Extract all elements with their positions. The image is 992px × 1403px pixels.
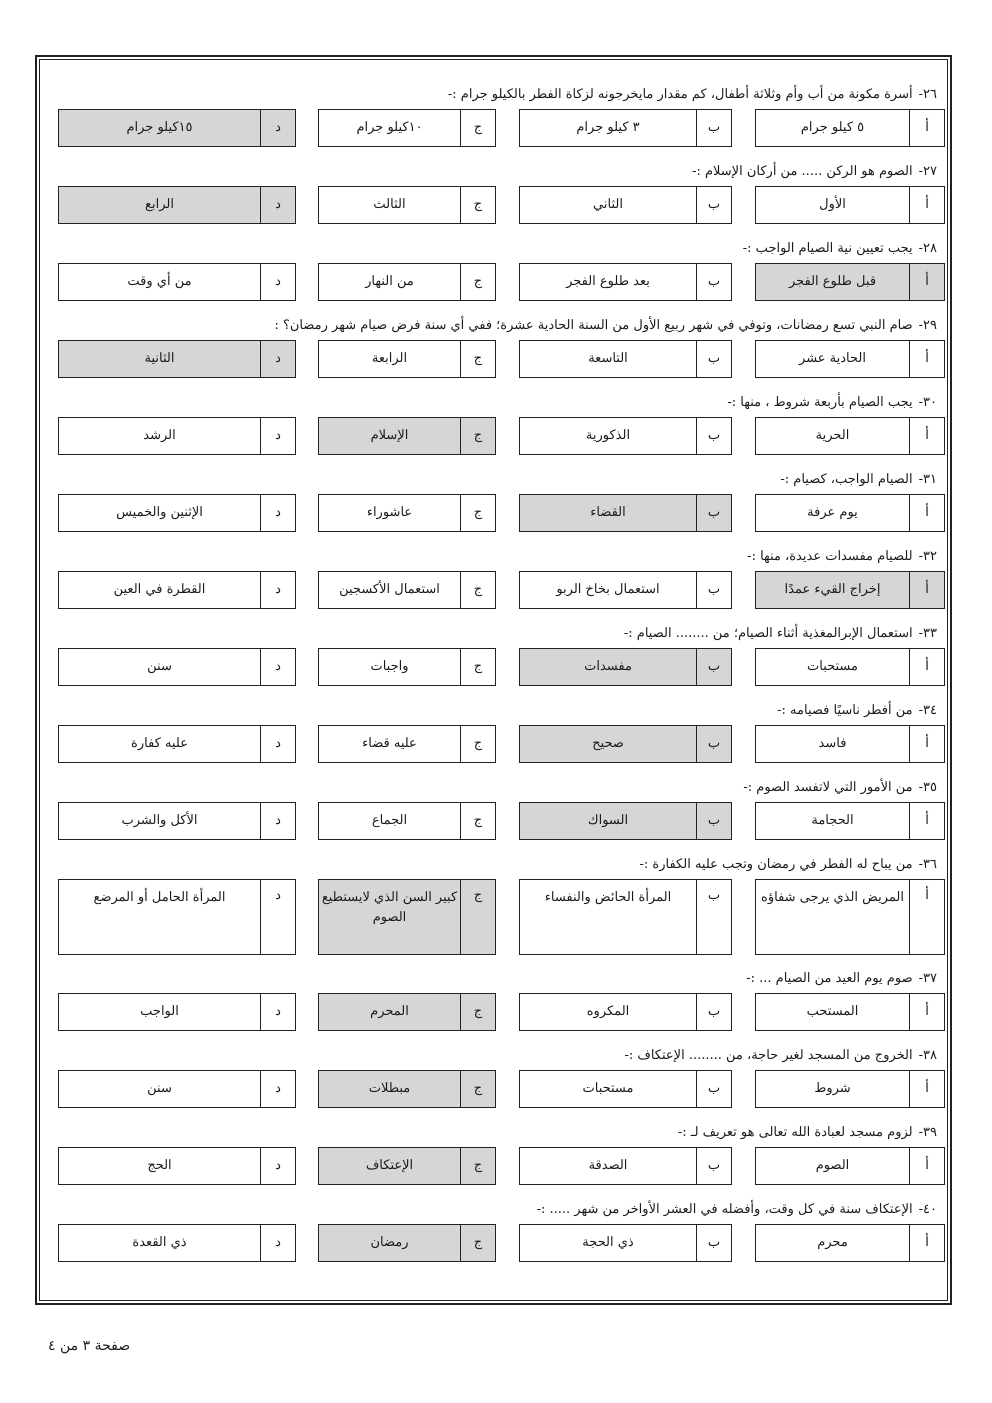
option-letter: ج [460, 572, 495, 608]
question-30 [40, 388, 945, 465]
option-b-selected[interactable] [519, 802, 732, 840]
option-text: الواجب [140, 1004, 179, 1019]
option-text: مستحبات [807, 659, 858, 674]
option-text: المكروه [586, 1004, 630, 1019]
option-letter: ب [696, 418, 731, 454]
option-text: استعمال الأكسجين [339, 582, 440, 597]
option-b[interactable] [519, 109, 732, 147]
option-text: مستحبات [582, 1081, 634, 1096]
option-letter: ج [460, 341, 495, 377]
option-letter: د [260, 264, 295, 300]
option-text: بعد طلوع الفجر [566, 274, 650, 289]
page-number: صفحة ٣ من ٤ [48, 1338, 131, 1354]
option-a[interactable] [755, 1224, 945, 1262]
option-text: ٣ كيلو جرام [576, 120, 640, 135]
options-row [40, 494, 945, 542]
option-letter: ج [460, 264, 495, 300]
option-letter: د [260, 880, 295, 954]
option-letter: ب [696, 341, 731, 377]
option-a[interactable] [755, 494, 945, 532]
question-33 [40, 619, 945, 696]
question-36 [40, 850, 945, 964]
question-stem: من الأمور التي لاتفسد الصوم :- [743, 780, 913, 795]
question-number: ٣٩- [918, 1125, 937, 1140]
option-text: السواك [520, 803, 696, 839]
option-letter: أ [909, 572, 944, 608]
option-text: محرم [817, 1235, 848, 1250]
option-b[interactable] [519, 340, 732, 378]
option-a[interactable] [755, 109, 945, 147]
option-letter: د [260, 726, 295, 762]
option-text: عاشوراء [366, 505, 413, 520]
option-letter: أ [909, 187, 944, 223]
question-stem: الصيام الواجب، كصيام :- [780, 472, 913, 487]
option-a[interactable] [755, 1147, 945, 1185]
option-text: الثالث [373, 197, 406, 212]
question-number: ٤٠- [918, 1202, 937, 1217]
option-letter: د [260, 187, 295, 223]
option-text: الذكورية [585, 428, 631, 443]
option-letter: أ [909, 994, 944, 1030]
option-d[interactable] [58, 571, 296, 609]
question-26 [40, 80, 945, 157]
question-32 [40, 542, 945, 619]
option-a[interactable] [755, 186, 945, 224]
option-b[interactable] [519, 1147, 732, 1185]
option-letter: د [260, 341, 295, 377]
question-39 [40, 1118, 945, 1195]
question-number: ٢٧- [918, 164, 937, 179]
question-34 [40, 696, 945, 773]
question-text [40, 311, 945, 340]
option-text: الحرية [815, 428, 850, 443]
option-letter: د [260, 110, 295, 146]
option-letter: ج [460, 1071, 495, 1107]
option-letter: ب [696, 1071, 731, 1107]
question-number: ٣٧- [918, 971, 937, 986]
option-a-selected[interactable] [755, 263, 945, 301]
options-row [40, 1070, 945, 1118]
option-letter: أ [909, 803, 944, 839]
question-number: ٢٩- [918, 318, 937, 333]
option-c-selected[interactable] [318, 993, 496, 1031]
question-28 [40, 234, 945, 311]
option-letter: ب [696, 880, 731, 954]
option-text: الأكل والشرب [121, 813, 198, 828]
option-d[interactable] [58, 802, 296, 840]
option-c[interactable] [318, 494, 496, 532]
option-d[interactable] [58, 648, 296, 686]
option-text: مبطلات [319, 1071, 460, 1107]
question-text [40, 619, 945, 648]
option-text: الصوم [815, 1158, 850, 1173]
option-text: إخراج القيء عمدًا [756, 572, 909, 608]
option-text: كبير السن الذي لايستطيع الصوم [319, 880, 460, 954]
option-letter: أ [909, 110, 944, 146]
option-letter: ب [696, 803, 731, 839]
option-letter: أ [909, 264, 944, 300]
option-d[interactable] [58, 494, 296, 532]
option-letter: أ [909, 649, 944, 685]
option-letter: د [260, 1071, 295, 1107]
option-d-selected[interactable] [58, 186, 296, 224]
option-letter: أ [909, 1225, 944, 1261]
question-stem: من يباح له الفطر في رمضان وتجب عليه الكفارة :- [639, 857, 913, 872]
option-text: الرابعة [371, 351, 408, 366]
option-text: المحرم [319, 994, 460, 1030]
option-text: ذي القعدة [132, 1235, 187, 1250]
option-letter: ج [460, 994, 495, 1030]
option-text: عليه قضاء [362, 736, 417, 751]
option-b[interactable] [519, 1070, 732, 1108]
option-c[interactable] [318, 802, 496, 840]
options-row [40, 571, 945, 619]
option-letter: ج [460, 1225, 495, 1261]
option-letter: ب [696, 110, 731, 146]
question-37 [40, 964, 945, 1041]
question-text [40, 465, 945, 494]
option-letter: أ [909, 880, 944, 954]
option-c[interactable] [318, 648, 496, 686]
option-text: شروط [814, 1081, 851, 1096]
option-text: الرابع [59, 187, 260, 223]
option-b-selected[interactable] [519, 725, 732, 763]
option-letter: أ [909, 341, 944, 377]
option-a[interactable] [755, 802, 945, 840]
option-text: من أي وقت [127, 274, 192, 289]
option-letter: ب [696, 1148, 731, 1184]
option-letter: ج [460, 880, 495, 954]
option-text: الرشد [143, 428, 176, 443]
options-row [40, 109, 945, 157]
options-row [40, 648, 945, 696]
option-letter: ج [460, 418, 495, 454]
option-d[interactable] [58, 879, 296, 955]
option-text: المريض الذي يرجى شفاؤه [761, 890, 904, 905]
question-number: ٣١- [918, 472, 937, 487]
option-c[interactable] [318, 186, 496, 224]
option-a[interactable] [755, 1070, 945, 1108]
option-text: ١٥كيلو جرام [59, 110, 260, 146]
option-c-selected[interactable] [318, 417, 496, 455]
option-letter: د [260, 994, 295, 1030]
options-row [40, 1147, 945, 1195]
question-text [40, 1195, 945, 1224]
option-letter: ب [696, 649, 731, 685]
option-text: الإثنين والخميس [116, 505, 203, 520]
option-d-selected[interactable] [58, 340, 296, 378]
option-b-selected[interactable] [519, 494, 732, 532]
question-stem: صام النبي تسع رمضانات، وتوفي في شهر ربيع الأول من السنة الحادية عشرة؛ ففي أي سنة فرض صيام شهر رمضان؟ : [274, 318, 913, 333]
option-letter: د [260, 418, 295, 454]
option-text: الإسلام [319, 418, 460, 454]
option-d[interactable] [58, 1070, 296, 1108]
option-a[interactable] [755, 725, 945, 763]
option-text: استعمال بخاخ الربو [556, 582, 660, 597]
option-letter: د [260, 1148, 295, 1184]
option-text: الثاني [593, 197, 623, 212]
question-27 [40, 157, 945, 234]
question-text [40, 542, 945, 571]
question-number: ٣٣- [918, 626, 937, 641]
option-letter: أ [909, 418, 944, 454]
option-c-selected[interactable] [318, 1070, 496, 1108]
option-letter: د [260, 495, 295, 531]
option-c-selected[interactable] [318, 1224, 496, 1262]
option-text: قبل طلوع الفجر [756, 264, 909, 300]
question-stem: الصوم هو الركن ..... من أركان الإسلام :- [692, 164, 913, 179]
option-b[interactable] [519, 1224, 732, 1262]
option-letter: ج [460, 649, 495, 685]
option-c[interactable] [318, 340, 496, 378]
options-row [40, 802, 945, 850]
option-letter: ج [460, 1148, 495, 1184]
question-stem: يجب تعيين نية الصيام الواجب :- [742, 241, 913, 256]
option-text: سنن [147, 659, 172, 674]
options-row [40, 417, 945, 465]
option-c[interactable] [318, 263, 496, 301]
option-c-selected[interactable] [318, 1147, 496, 1185]
question-stem: أسرة مكونة من أب وأم وثلاثة أطفال، كم مقدار مايخرجونه لزكاة الفطر بالكيلو جرام :- [447, 87, 913, 102]
option-letter: أ [909, 1071, 944, 1107]
question-35 [40, 773, 945, 850]
option-b-selected[interactable] [519, 648, 732, 686]
option-text: الحج [147, 1158, 172, 1173]
option-text: الإعتكاف [319, 1148, 460, 1184]
option-text: صحيح [520, 726, 696, 762]
option-text: المرأة الحائض والنفساء [544, 890, 672, 905]
question-40 [40, 1195, 945, 1272]
option-b[interactable] [519, 571, 732, 609]
question-number: ٣٢- [918, 549, 937, 564]
question-31 [40, 465, 945, 542]
option-letter: ج [460, 495, 495, 531]
option-letter: ب [696, 495, 731, 531]
question-text [40, 1041, 945, 1070]
question-text [40, 696, 945, 725]
question-stem: صوم يوم العيد من الصيام ... :- [746, 971, 913, 986]
question-number: ٣٥- [918, 780, 937, 795]
option-b[interactable] [519, 263, 732, 301]
option-letter: ج [460, 110, 495, 146]
option-text: من النهار [365, 274, 414, 289]
question-list [40, 80, 945, 1272]
question-number: ٣٨- [918, 1048, 937, 1063]
question-text [40, 850, 945, 879]
question-text [40, 80, 945, 109]
option-d[interactable] [58, 993, 296, 1031]
option-text: الصدقة [588, 1158, 628, 1173]
question-stem: استعمال الإبرالمغذية أثناء الصيام؛ من ........ الصيام :- [623, 626, 913, 641]
option-letter: د [260, 803, 295, 839]
options-row [40, 186, 945, 234]
option-text: القطرة في العين [113, 582, 206, 597]
question-text [40, 773, 945, 802]
option-d[interactable] [58, 1147, 296, 1185]
option-text: الثانية [59, 341, 260, 377]
option-text: الحجامة [811, 813, 854, 828]
question-text [40, 964, 945, 993]
option-b[interactable] [519, 879, 732, 955]
option-c[interactable] [318, 571, 496, 609]
option-a[interactable] [755, 648, 945, 686]
option-d[interactable] [58, 263, 296, 301]
option-a[interactable] [755, 417, 945, 455]
option-c[interactable] [318, 725, 496, 763]
options-row [40, 993, 945, 1041]
option-letter: ب [696, 572, 731, 608]
option-a-selected[interactable] [755, 571, 945, 609]
option-letter: د [260, 1225, 295, 1261]
option-text: سنن [147, 1081, 172, 1096]
option-text: واجبات [370, 659, 409, 674]
question-number: ٣٦- [918, 857, 937, 872]
option-a[interactable] [755, 879, 945, 955]
question-29 [40, 311, 945, 388]
option-letter: ج [460, 726, 495, 762]
option-text: ذي الحجة [582, 1235, 634, 1250]
option-c[interactable] [318, 109, 496, 147]
option-text: فاسد [818, 736, 847, 751]
option-d-selected[interactable] [58, 109, 296, 147]
option-text: الأول [819, 197, 846, 212]
option-text: الجماع [371, 813, 408, 828]
options-row [40, 879, 945, 964]
option-letter: د [260, 572, 295, 608]
question-number: ٣٠- [918, 395, 937, 410]
option-text: مفسدات [520, 649, 696, 685]
option-text: ١٠كيلو جرام [356, 120, 423, 135]
option-text: ٥ كيلو جرام [800, 120, 865, 135]
question-38 [40, 1041, 945, 1118]
option-letter: ج [460, 803, 495, 839]
option-text: التاسعة [588, 351, 628, 366]
question-text [40, 157, 945, 186]
question-number: ٢٦- [918, 87, 937, 102]
option-letter: أ [909, 1148, 944, 1184]
option-b[interactable] [519, 993, 732, 1031]
option-b[interactable] [519, 186, 732, 224]
option-d[interactable] [58, 1224, 296, 1262]
option-text: القضاء [520, 495, 696, 531]
question-stem: يجب الصيام بأربعة شروط ، منها :- [727, 395, 913, 410]
question-stem: لزوم مسجد لعبادة الله تعالى هو تعريف لـ :- [677, 1125, 913, 1140]
option-text: رمضان [319, 1225, 460, 1261]
option-letter: د [260, 649, 295, 685]
option-letter: ب [696, 1225, 731, 1261]
option-text: يوم عرفة [807, 505, 858, 520]
question-stem: من أفطر ناسيًا فصيامه :- [777, 703, 913, 718]
option-c-selected[interactable] [318, 879, 496, 955]
option-letter: أ [909, 726, 944, 762]
option-b[interactable] [519, 417, 732, 455]
question-text [40, 1118, 945, 1147]
option-d[interactable] [58, 417, 296, 455]
option-letter: ب [696, 994, 731, 1030]
option-text: عليه كفارة [131, 736, 188, 751]
option-text: المرأة الحامل أو المرضع [93, 890, 226, 905]
question-stem: للصيام مفسدات عديدة، منها :- [747, 549, 913, 564]
question-stem: الخروج من المسجد لغير حاجة، من ........ الإعتكاف :- [624, 1048, 913, 1063]
options-row [40, 725, 945, 773]
option-letter: ب [696, 187, 731, 223]
option-text: الحادية عشر [799, 351, 866, 366]
options-row [40, 263, 945, 311]
question-text [40, 234, 945, 263]
option-a[interactable] [755, 340, 945, 378]
option-d[interactable] [58, 725, 296, 763]
question-stem: الإعتكاف سنة في كل وقت، وأفضله في العشر الأواخر من شهر ..... :- [536, 1202, 913, 1217]
option-letter: ج [460, 187, 495, 223]
question-number: ٣٤- [918, 703, 937, 718]
option-letter: ب [696, 726, 731, 762]
option-text: المستحب [806, 1004, 859, 1019]
option-letter: ب [696, 264, 731, 300]
options-row [40, 340, 945, 388]
option-a[interactable] [755, 993, 945, 1031]
options-row [40, 1224, 945, 1272]
question-text [40, 388, 945, 417]
option-letter: أ [909, 495, 944, 531]
question-number: ٢٨- [918, 241, 937, 256]
